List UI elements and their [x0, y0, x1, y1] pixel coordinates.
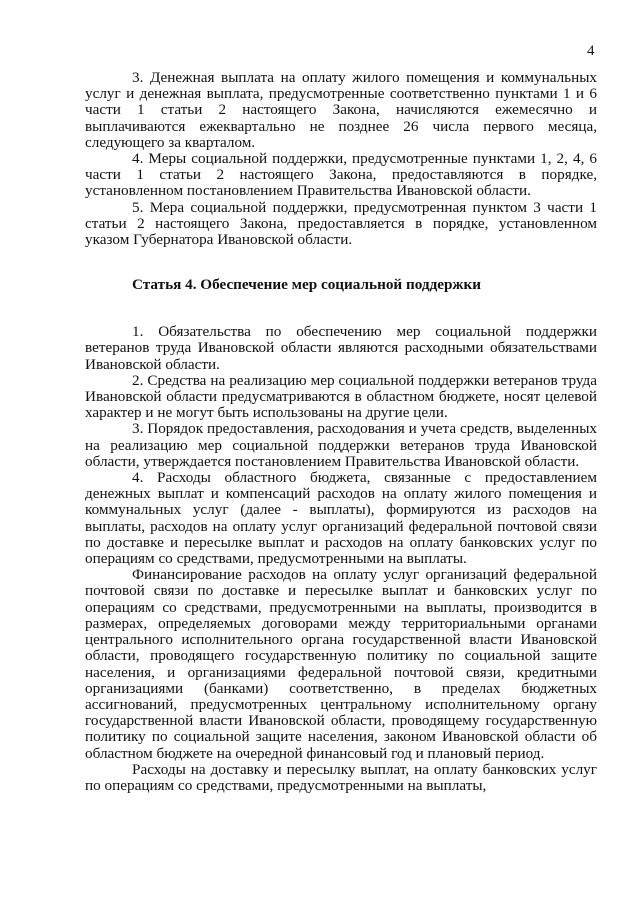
paragraph-3: 3. Денежная выплата на оплату жилого помещения и коммунальных услуг и денежная выплата, предусмотренные соответственно пунктами 1 и 6 части 1 статьи 2 настоящего Закона, начисляются ежемесячно и выплачиваются ежеквартально не позднее 26 числа первого месяца, следующего за кварталом.	[85, 69, 597, 151]
article-paragraph-3: 3. Порядок предоставления, расходования и учета средств, выделенных на реализацию мер социальной поддержки ветеранов труда Ивановской области, утверждается постановлением Правительства Ивановской области.	[85, 420, 597, 470]
paragraph-5: 5. Мера социальной поддержки, предусмотренная пунктом 3 части 1 статьи 2 настоящего Закона, предоставляется в порядке, установленном указом Губернатора Ивановской области.	[85, 198, 597, 249]
article-paragraph-delivery: Расходы на доставку и пересылку выплат, на оплату банковских услуг по операциям со средствами, предусмотренными на выплаты,	[85, 760, 597, 794]
document-body	[85, 70, 597, 794]
article-paragraph-financing: Финансирование расходов на оплату услуг организаций федеральной почтовой связи по доставке и пересылке выплат и банковских услуг по операциям со средствами, предусмотренными на выплаты, производится в размерах, определяемых договорами между территориальными органами центрального исполнительного органа государственной власти Ивановской области, проводящего государственную политику по социальной защите населения, и организациями федеральной почтовой связи, кредитными организациями (банками) соответственно, в пределах бюджетных ассигнований, предусмотренных центральному исполнительному органу государственной власти Ивановской области, проводящему государственную политику по социальной защите населения, законом Ивановской области об областном бюджете на очередной финансовый год и плановый период.	[85, 566, 597, 762]
paragraph-4: 4. Меры социальной поддержки, предусмотренные пунктами 1, 2, 4, 6 части 1 статьи 2 настоящего Закона, предоставляются в порядке, установленном постановлением Правительства Ивановской области.	[85, 150, 597, 200]
article-paragraph-1: 1. Обязательства по обеспечению мер социальной поддержки ветеранов труда Ивановской области являются расходными обязательствами Ивановской области.	[85, 323, 597, 373]
article-paragraph-4: 4. Расходы областного бюджета, связанные с предоставлением денежных выплат и компенсаций расходов на оплату жилого помещения и коммунальных услуг (далее - выплаты), формируются из расходов на выплаты, расходов на оплату услуг организаций федеральной почтовой связи по доставке и пересылке выплат и расходов на оплату банковских услуг по операциям со средствами, предусмотренными на выплаты.	[85, 469, 597, 568]
page-number: 4	[587, 43, 595, 59]
article-paragraph-2: 2. Средства на реализацию мер социальной поддержки ветеранов труда Ивановской области предусматриваются в областном бюджете, носят целевой характер и не могут быть использованы на другие цели.	[85, 371, 597, 422]
article-heading: Статья 4. Обеспечение мер социальной поддержки	[132, 276, 481, 294]
